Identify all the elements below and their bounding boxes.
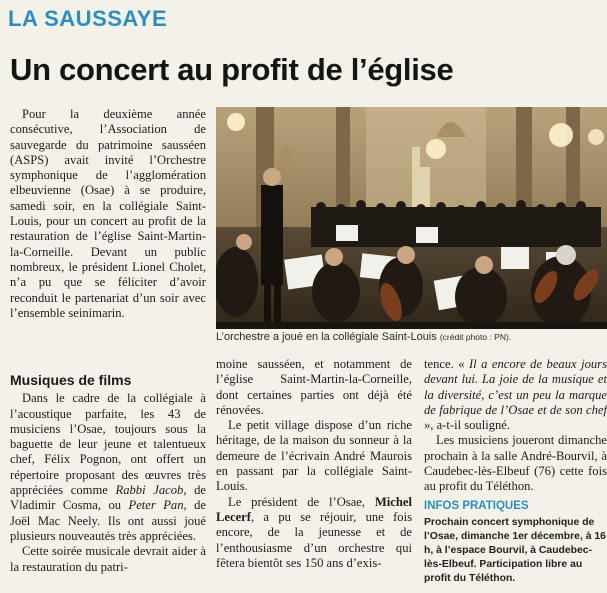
column-3-paragraph-2: Les musiciens joueront dimanche prochain à la salle André-Bourvil, à Caudebec-lès-Elbeuf (76) cette fois au profit du Téléthon.	[424, 433, 607, 494]
column-1-paragraph-1: Dans le cadre de la collégiale à l’acoustique parfaite, les 43 de musiciens l’Osae, toujours sous la baguette de leur jeune et talentueux chef, Félix Pognon, ont offert un répertoire proposant des œuvres très appréciées comme Rabbi Jacob, de Vladimir Cosma, ou Peter Pan, de Joël Mac Neely. Ils ont aussi joué plusieurs nouveautés très appréciées.	[10, 391, 206, 543]
person-name: Michel Lecerf	[216, 494, 412, 524]
column-3	[424, 357, 607, 586]
practical-info-heading: INFOS PRATIQUES	[424, 499, 529, 512]
highlighted-phrase: toujours sous la baguette de leur jeune et talentueux chef, Félix Pognon	[10, 421, 206, 467]
column-1-paragraph-2: Cette soirée musicale devrait aider à la restauration du patri-	[10, 544, 206, 574]
column-2-paragraph-2: Le petit village dispose d’un riche héritage, de la maison du sonneur à la demeure de l’écrivain André Maurois en passant par la collégiale Saint-Louis.	[216, 418, 412, 494]
quote: Il a encore de beaux jours devant lui. La joie de la musique et la diversité, c’est un peu la marque de fabrique de l’Osae et de son chef	[424, 357, 607, 417]
section-kicker: LA SAUSSAYE	[8, 6, 168, 31]
photo-caption: L’orchestre a joué en la collégiale Saint-Louis (crédit photo : PN).	[216, 331, 512, 343]
intro-paragraph	[10, 107, 206, 321]
column-1	[10, 373, 206, 575]
column-2-paragraph-3: Le président de l’Osae, Michel Lecerf, a pu se réjouir, une fois encore, de la jeunesse et de l’enthousiasme d’un orchestre qui fêtera bientôt ses 150 ans d’exis-	[216, 494, 412, 570]
section-heading: Musiques de films	[10, 372, 132, 388]
orchestra-photo	[216, 107, 607, 329]
intro-text: Pour la deuxième année consécutive, l’Association de sauvegarde du patrimoine sausséen (ASPS) avait invité l’Orchestre symphonique de l’agglomération elbeuvienne (Osae) à se produire, samedi soir, en la collégiale Saint-Louis, pour un concert au profit de la restauration de l’église Saint-Martin-la-Corneille. Devant un public nombreux, le président Lionel Cholet, n’a pu que se féliciter d’avoir reconduit le partenariat d’un soir avec l’ensemble seinimarin.	[10, 107, 206, 320]
column-2	[216, 357, 412, 571]
film-title: Peter Pan	[128, 498, 184, 513]
adjacent-article-bleed	[390, 0, 607, 36]
film-title: Rabbi Jacob	[115, 483, 184, 498]
column-3-paragraph-1: tence. « Il a encore de beaux jours devant lui. La joie de la musique et la diversité, c’est un peu la marque de fabrique de l’Osae et de son chef », a-t-il souligné.	[424, 357, 607, 433]
page-title: Un concert au profit de l’église	[10, 52, 454, 87]
column-2-paragraph-1: moine sausséen, et notamment de l’église Saint-Martin-la-Corneille, dont certaines parties ont déjà été rénovées.	[216, 357, 412, 417]
photo-credit: (crédit photo : PN).	[439, 332, 512, 342]
practical-info-text: Prochain concert symphonique de l’Osae, dimanche 1er décembre, à 16 h, à l’espace Bourvil, à Caudebec-lès-Elbeuf. Participation libre au profit du Téléthon.	[424, 516, 606, 584]
